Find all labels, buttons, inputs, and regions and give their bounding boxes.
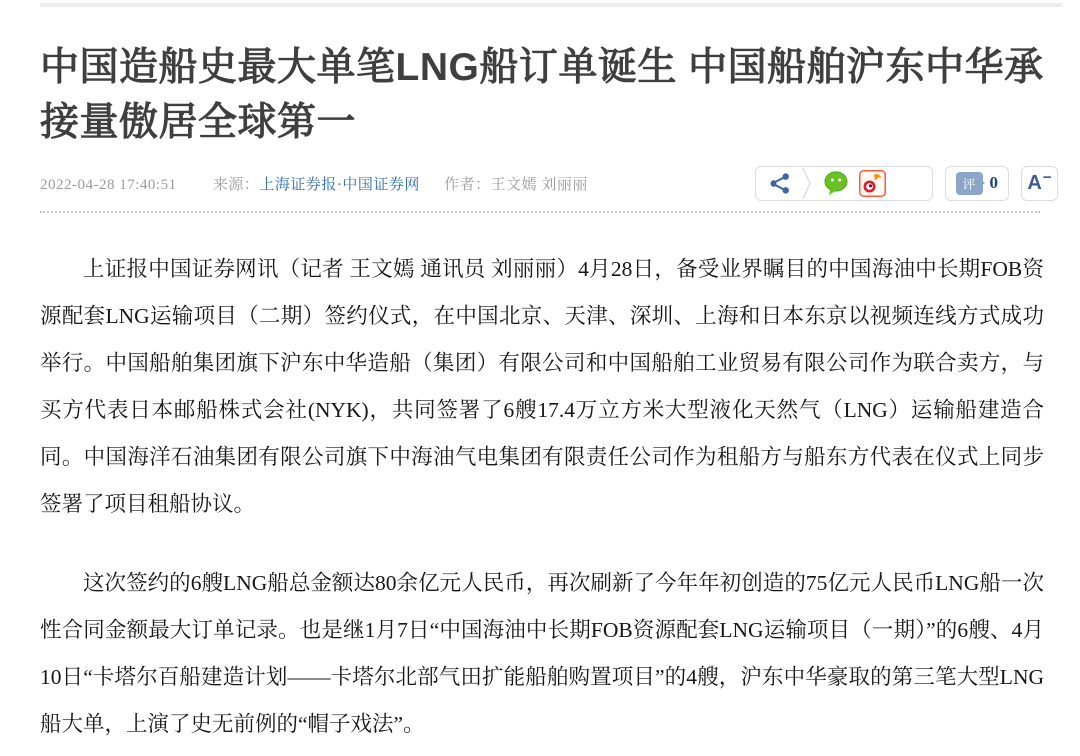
share-icon[interactable] xyxy=(767,171,792,196)
top-divider xyxy=(40,3,1062,7)
chevron-right-icon[interactable] xyxy=(802,167,812,200)
author-label: 作者： xyxy=(444,176,491,193)
page-title: 中国造船史最大单笔LNG船订单诞生 中国船舶沪东中华承接量傲居全球第一 xyxy=(40,46,1044,144)
article-meta xyxy=(40,173,588,194)
meta-row xyxy=(40,164,1058,202)
author-names: 王文嫣 刘丽丽 xyxy=(490,176,588,193)
comment-bubble-icon xyxy=(956,172,983,195)
comment-count: 0 xyxy=(989,173,998,192)
publish-datetime: 2022-04-28 17:40:51 xyxy=(40,176,177,193)
weibo-icon[interactable] xyxy=(859,170,886,197)
share-toolbar xyxy=(755,166,1059,201)
share-bar xyxy=(755,166,933,201)
dotted-divider xyxy=(40,211,1040,213)
comment-button[interactable] xyxy=(945,166,1010,201)
font-size-minus: − xyxy=(1042,169,1052,186)
paragraph-1: 上证报中国证券网讯（记者 王文嫣 通讯员 刘丽丽）4月28日，备受业界瞩目的中国海油中长期FOB资源配套LNG运输项目（二期）签约仪式，在中国北京、天津、深圳、上海和日本东京以视频连线方式成功举行。中国船舶集团旗下沪东中华造船（集团）有限公司和中国船舶工业贸易有限公司作为联合卖方，与买方代表日本邮船株式会社(NYK)，共同签署了6艘17.4万立方米大型液化天然气（LNG）运输船建造合同。中国海洋石油集团有限公司旗下中海油气电集团有限责任公司作为租船方与船东方代表在仪式上同步签署了项目租船协议。 xyxy=(40,257,1044,516)
font-size-button[interactable] xyxy=(1021,166,1058,201)
source-label: 来源： xyxy=(212,176,260,193)
wechat-icon[interactable] xyxy=(822,169,850,197)
comment-bubble-label: 评 xyxy=(962,176,976,192)
source-link[interactable]: 上海证券报·中国证券网 xyxy=(259,176,420,193)
font-size-label: A xyxy=(1027,172,1042,194)
paragraph-2: 这次签约的6艘LNG船总金额达80余亿元人民币，再次刷新了今年年初创造的75亿元人民币LNG船一次性合同金额最大订单记录。也是继1月7日“中国海油中长期FOB资源配套LNG运输项目（一期）”的6艘、4月10日“卡塔尔百船建造计划——卡塔尔北部气田扩能船舶购置项目”的4艘，沪东中华豪取的第三笔大型LNG船大单，上演了史无前例的“帽子戏法”。 xyxy=(40,571,1044,736)
article-body xyxy=(40,246,1044,748)
